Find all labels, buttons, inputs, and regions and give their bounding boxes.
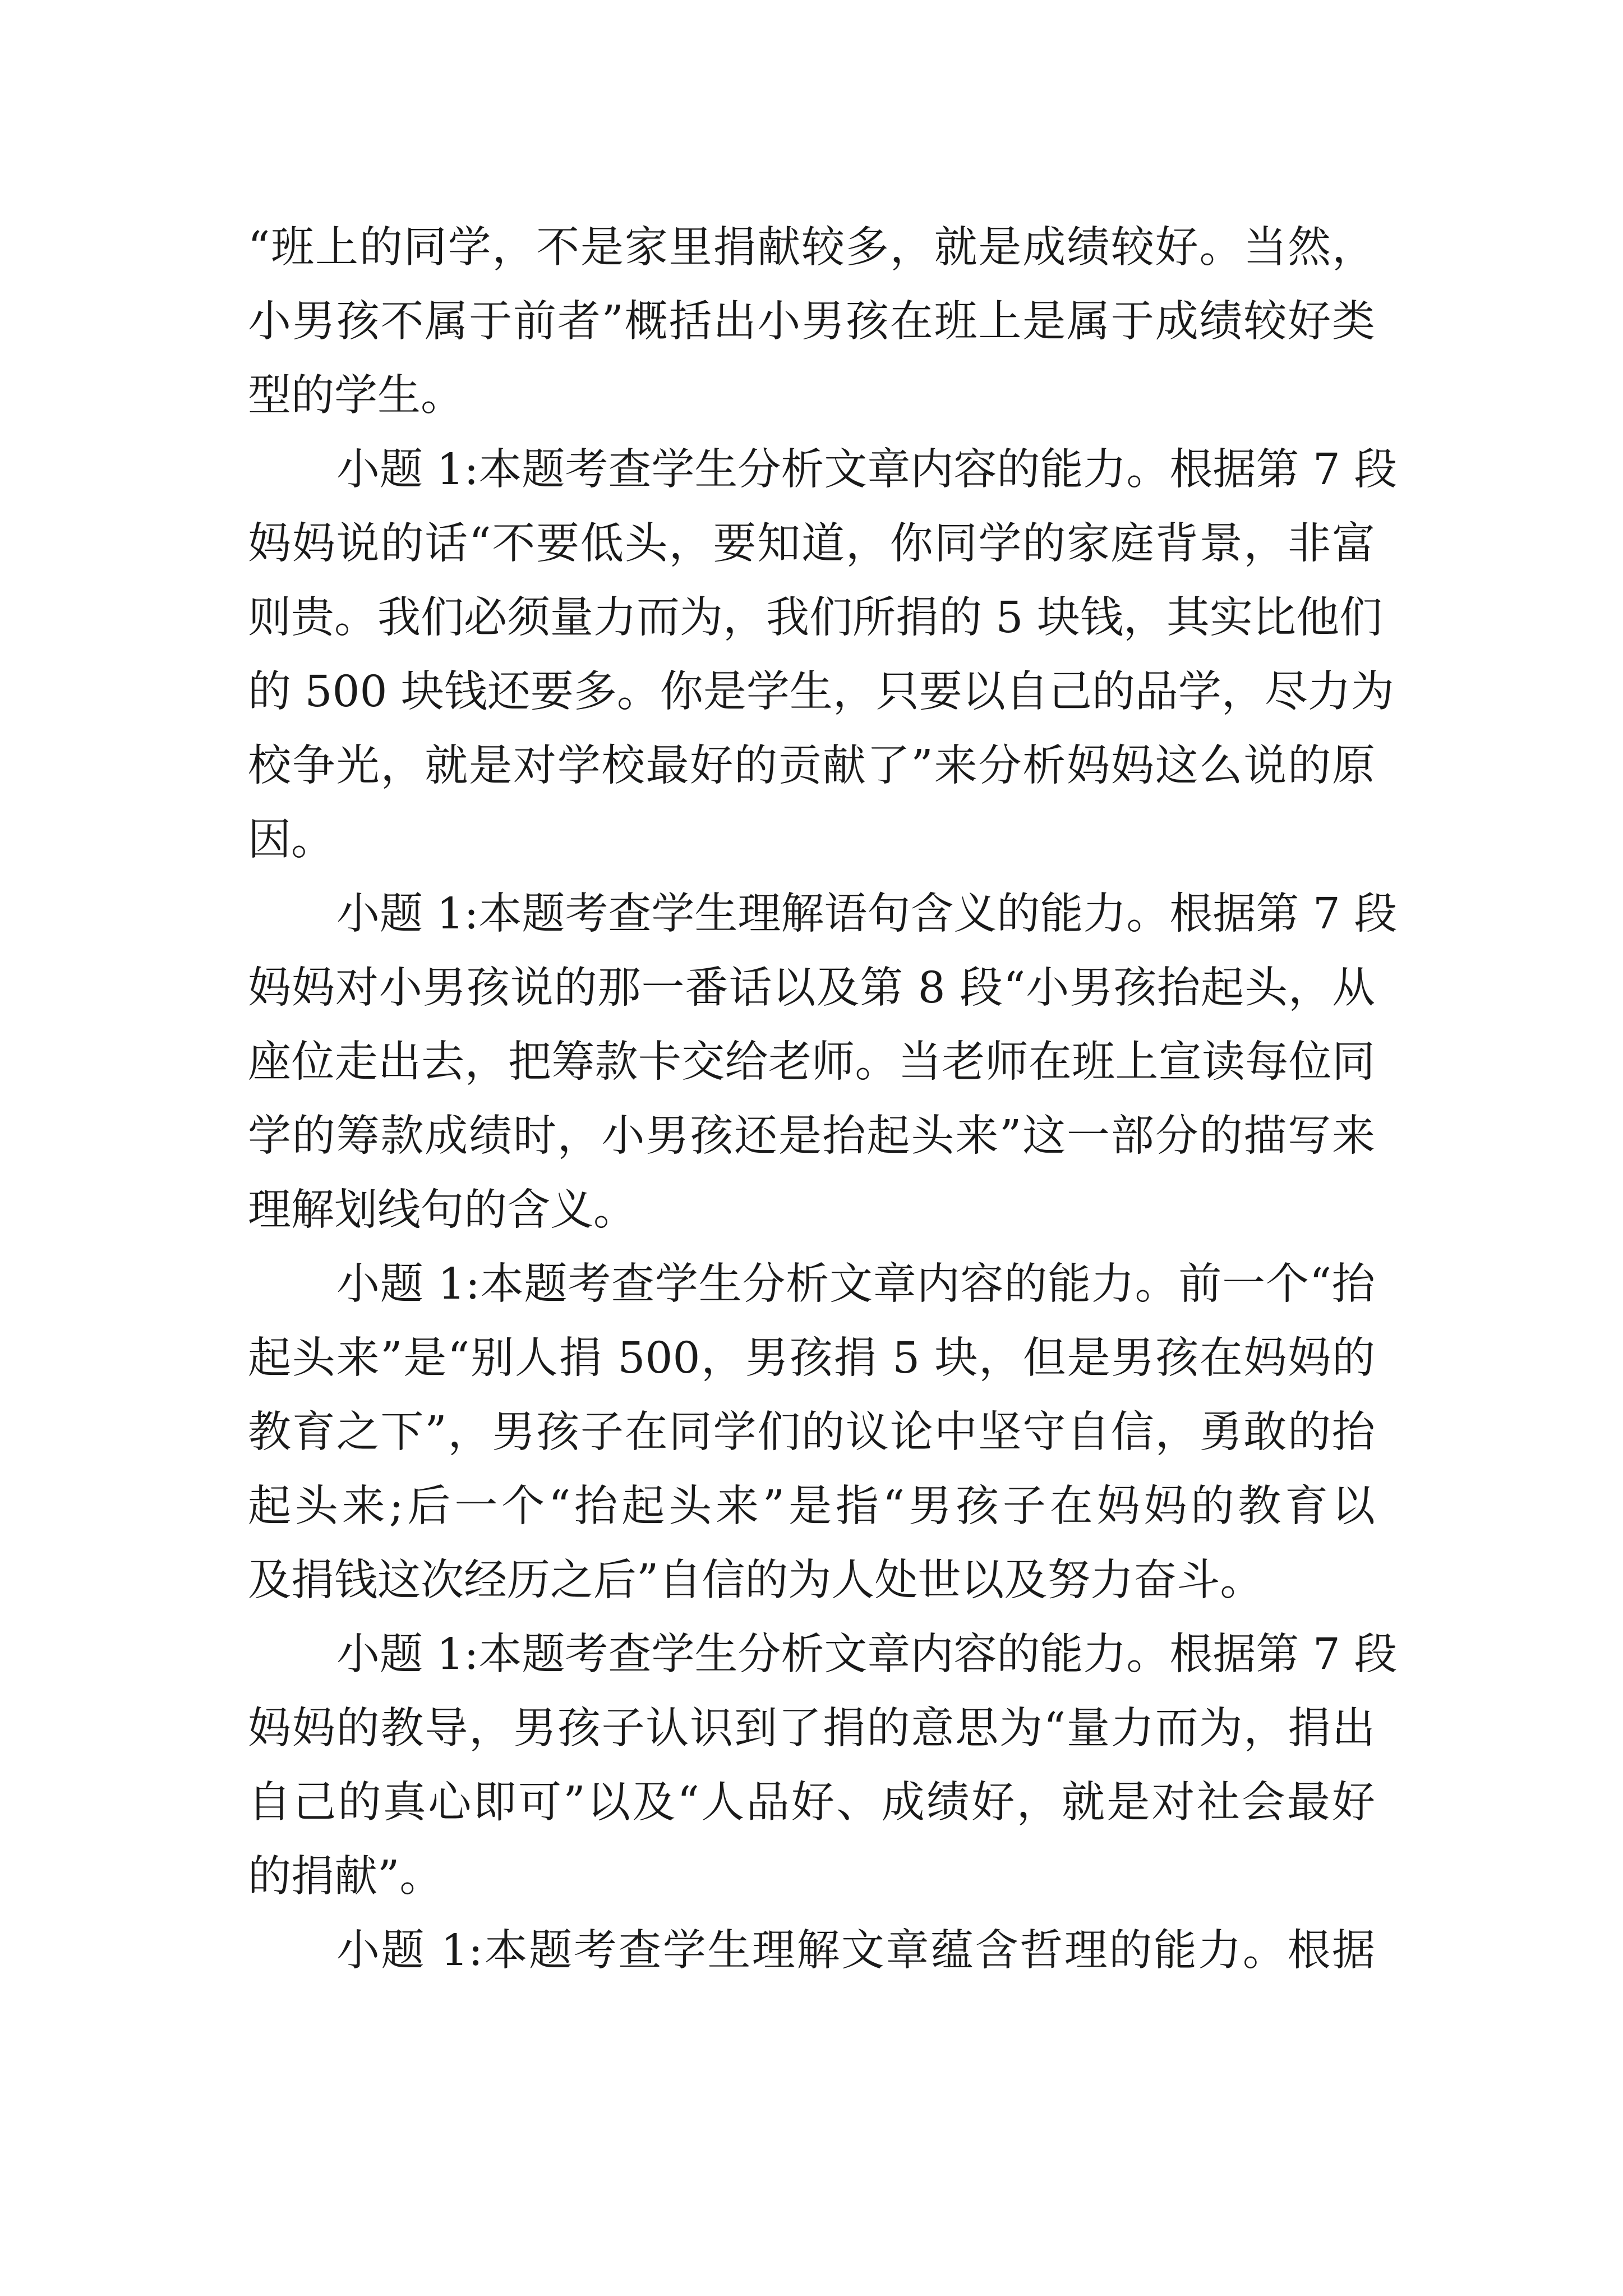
text-line: 起头来”是“别人捐 500，男孩捐 5 块，但是男孩在妈妈的 — [248, 1333, 1375, 1383]
text-line: 小题 1:本题考查学生理解语句含义的能力。根据第 7 段 — [336, 889, 1398, 939]
text-line: 起头来;后一个“抬起头来”是指“男孩子在妈妈的教育以 — [248, 1481, 1375, 1531]
text-line: 的 500 块钱还要多。你是学生，只要以自己的品学，尽力为 — [248, 667, 1394, 717]
text-line: 妈妈对小男孩说的那一番话以及第 8 段“小男孩抬起头，从 — [248, 963, 1375, 1013]
text-line: 小题 1:本题考查学生分析文章内容的能力。前一个“抬 — [336, 1259, 1375, 1309]
text-line: 小题 1:本题考查学生分析文章内容的能力。根据第 7 段 — [336, 1630, 1398, 1680]
text-line: 的捐献”。 — [248, 1852, 443, 1902]
text-line: 及捐钱这次经历之后”自信的为人处世以及努力奋斗。 — [248, 1556, 1264, 1605]
text-line: “班上的同学，不是家里捐献较多，就是成绩较好。当然， — [248, 223, 1375, 273]
text-line: 型的学生。 — [248, 371, 464, 421]
text-line: 小男孩不属于前者”概括出小男孩在班上是属于成绩较好类 — [248, 297, 1375, 347]
text-line: 自己的真心即可”以及“人品好、成绩好，就是对社会最好 — [248, 1778, 1375, 1828]
text-line: 座位走出去，把筹款卡交给老师。当老师在班上宣读每位同 — [248, 1037, 1375, 1087]
text-line: 理解划线句的含义。 — [248, 1185, 637, 1235]
text-line: 教育之下”，男孩子在同学们的议论中坚守自信，勇敢的抬 — [248, 1407, 1375, 1457]
text-line: 妈妈的教导，男孩子认识到了捐的意思为“量力而为，捐出 — [248, 1704, 1375, 1754]
text-line: 小题 1:本题考查学生理解文章蕴含哲理的能力。根据 — [336, 1926, 1375, 1976]
text-line: 则贵。我们必须量力而为，我们所捐的 5 块钱，其实比他们 — [248, 593, 1382, 643]
text-line: 小题 1:本题考查学生分析文章内容的能力。根据第 7 段 — [336, 445, 1398, 495]
text-line: 妈妈说的话“不要低头，要知道，你同学的家庭背景，非富 — [248, 519, 1375, 569]
text-line: 校争光，就是对学校最好的贡献了”来分析妈妈这么说的原 — [248, 741, 1375, 791]
text-line: 因。 — [248, 815, 334, 865]
text-line: 学的筹款成绩时，小男孩还是抬起头来”这一部分的描写来 — [248, 1111, 1375, 1161]
